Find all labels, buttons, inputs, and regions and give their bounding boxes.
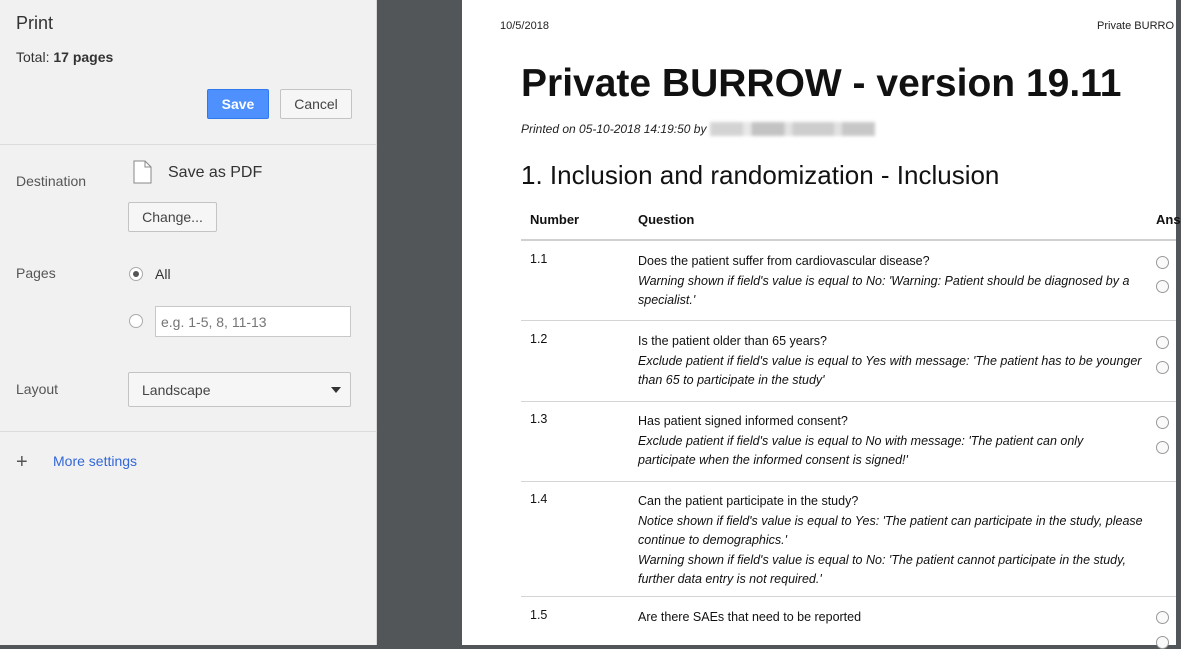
print-preview-page (462, 0, 1181, 645)
document-title: Private BURROW - version 19.11 (521, 62, 1122, 105)
pages-all-radio[interactable] (129, 267, 143, 281)
print-settings-sidebar (0, 0, 377, 645)
change-destination-button[interactable]: Change... (128, 202, 217, 232)
answer-radio[interactable] (1156, 256, 1169, 269)
destination-label: Destination (16, 173, 87, 189)
dropdown-arrow-icon (331, 387, 341, 393)
answer-radio[interactable] (1156, 611, 1169, 624)
question-number: 1.5 (530, 608, 548, 622)
divider (0, 431, 377, 432)
question-cell (638, 252, 1143, 311)
divider (0, 144, 377, 145)
question-note: Exclude patient if field's value is equal to Yes with message: 'The patient has to be younger than 65 to participate in the study' (638, 353, 1142, 387)
question-number: 1.1 (530, 252, 548, 266)
row-divider (521, 320, 1176, 321)
question-text: Does the patient suffer from cardiovascular disease? (638, 254, 930, 268)
pages-label: Pages (16, 265, 56, 281)
question-note: Warning shown if field's value is equal to No: 'Warning: Patient should be diagnosed by a specialist.' (638, 273, 1130, 307)
answer-radio[interactable] (1156, 280, 1169, 293)
destination-value: Save as PDF (168, 164, 263, 181)
pages-all-label: All (155, 266, 171, 282)
question-note: Notice shown if field's value is equal to Yes: 'The patient can participate in the study, please continue to demographics.' (638, 513, 1143, 547)
printed-on-line (521, 122, 875, 136)
pages-custom-radio[interactable] (129, 314, 143, 328)
document-icon (133, 160, 152, 184)
plus-icon[interactable]: + (16, 451, 28, 473)
print-dialog-title: Print (16, 13, 54, 33)
question-cell (638, 492, 1143, 590)
question-text: Can the patient participate in the study? (638, 494, 859, 508)
row-divider (521, 596, 1176, 597)
answer-radio[interactable] (1156, 361, 1169, 374)
question-cell (638, 608, 1143, 628)
answer-radio[interactable] (1156, 636, 1169, 649)
preview-background (377, 0, 463, 645)
row-divider (521, 481, 1176, 482)
question-number: 1.4 (530, 492, 548, 506)
question-number: 1.2 (530, 332, 548, 346)
row-divider (521, 401, 1176, 402)
table-header-divider (521, 239, 1176, 241)
total-label: Total: (16, 49, 50, 65)
answer-radio[interactable] (1156, 441, 1169, 454)
question-number: 1.3 (530, 412, 548, 426)
pages-range-input[interactable] (155, 306, 351, 337)
layout-label: Layout (16, 381, 59, 397)
save-button[interactable]: Save (207, 89, 269, 119)
printed-on-text: Printed on 05-10-2018 14:19:50 by (521, 122, 707, 136)
question-text: Has patient signed informed consent? (638, 414, 848, 428)
total-value: 17 pages (53, 49, 114, 65)
question-text: Is the patient older than 65 years? (638, 334, 828, 348)
question-note: Exclude patient if field's value is equal to No with message: 'The patient can only participate when the informed consent is signed!' (638, 433, 1084, 467)
question-cell (638, 412, 1143, 471)
more-settings-link[interactable]: More settings (53, 453, 138, 469)
question-note: Warning shown if field's value is equal to No: 'The patient cannot participate in the study, further data entry is not required.' (638, 552, 1126, 586)
column-header-answer: Ans (1156, 212, 1181, 227)
page-header-title: Private BURRO (1097, 20, 1175, 32)
page-header-date: 10/5/2018 (500, 20, 549, 32)
column-header-question: Question (638, 212, 695, 227)
column-header-number: Number (530, 212, 580, 227)
answer-radio[interactable] (1156, 336, 1169, 349)
question-text: Are there SAEs that need to be reported (638, 610, 862, 624)
cancel-button[interactable]: Cancel (280, 89, 352, 119)
answer-radio[interactable] (1156, 416, 1169, 429)
layout-value: Landscape (142, 382, 211, 398)
question-cell (638, 332, 1143, 391)
total-pages (16, 49, 113, 65)
layout-select[interactable] (128, 372, 351, 407)
redacted-username (710, 122, 875, 136)
section-heading: 1. Inclusion and randomization - Inclusion (521, 160, 1000, 190)
